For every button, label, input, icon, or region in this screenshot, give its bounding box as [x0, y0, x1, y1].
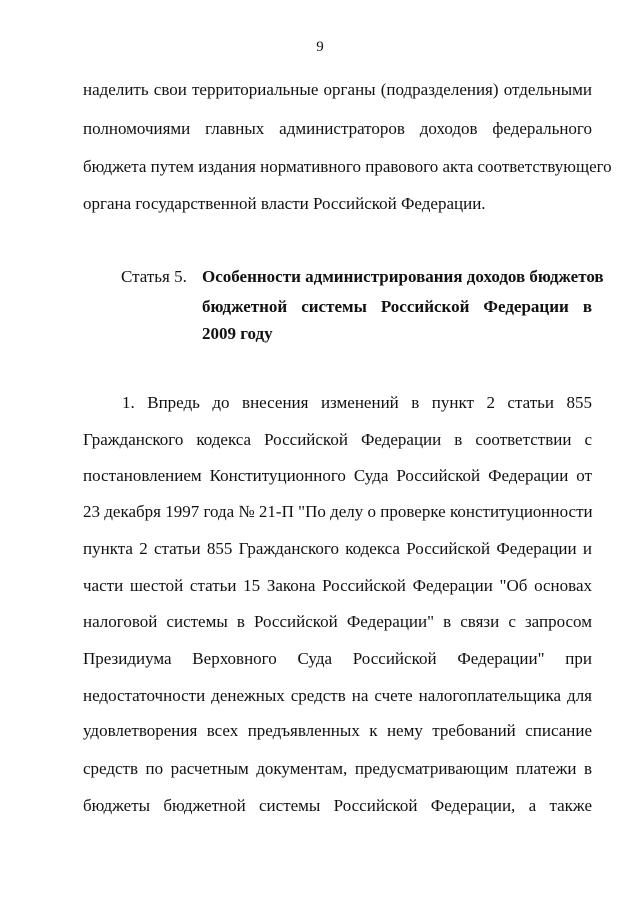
text-line: 1. Впредь до внесения изменений в пункт 2 статьи 855 — [122, 393, 592, 412]
text-line: постановлением Конституционного Суда Российской Федерации от — [83, 466, 592, 485]
text-line: Гражданского кодекса Российской Федерации в соответствии с — [83, 430, 592, 449]
text-line: удовлетворения всех предъявленных к нему требований списание — [83, 721, 592, 740]
text-line: полномочиями главных администраторов доходов федерального — [83, 119, 592, 138]
text-line: средств по расчетным документам, предусматривающим платежи в — [83, 759, 592, 778]
article-heading-line: бюджетной системы Российской Федерации в — [202, 297, 592, 316]
text-line: органа государственной власти Российской Федерации. — [83, 194, 486, 213]
text-line: бюджета путем издания нормативного правового акта соответствующего — [83, 157, 612, 176]
text-line: наделить свои территориальные органы (подразделения) отдельными — [83, 80, 592, 99]
text-line: недостаточности денежных средств на счете налогоплательщика для — [83, 686, 592, 705]
text-line: налоговой системы в Российской Федерации" в связи с запросом — [83, 612, 592, 631]
text-line: Президиума Верховного Суда Российской Федерации" при — [83, 649, 592, 668]
article-label: Статья 5. — [121, 267, 187, 286]
text-line: бюджеты бюджетной системы Российской Федерации, а также — [83, 796, 592, 815]
text-line: части шестой статьи 15 Закона Российской Федерации "Об основах — [83, 576, 592, 595]
page-number: 9 — [316, 39, 324, 55]
text-line: 23 декабря 1997 года № 21-П "По делу о проверке конституционности — [83, 502, 593, 521]
article-heading-line: 2009 году — [202, 324, 273, 343]
text-line: пункта 2 статьи 855 Гражданского кодекса Российской Федерации и — [83, 539, 592, 558]
article-heading-line: Особенности администрирования доходов бюджетов — [202, 267, 604, 286]
